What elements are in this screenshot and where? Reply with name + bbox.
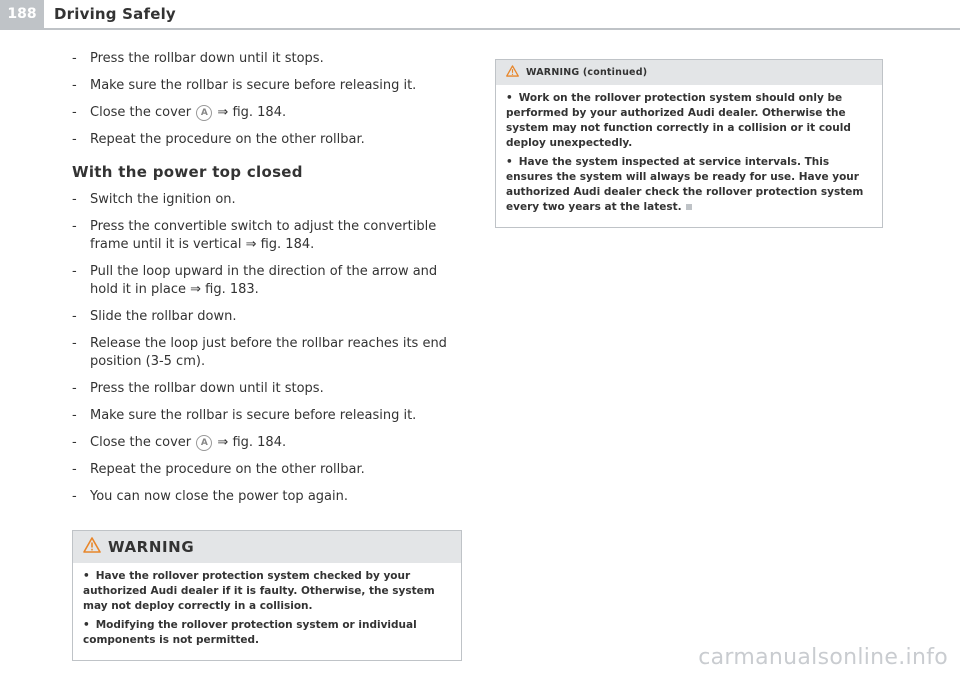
step-item: [72, 335, 467, 371]
bullet-icon: •: [506, 156, 513, 168]
step-item: [72, 263, 467, 299]
step-item: [72, 434, 467, 452]
step-list-closed: [72, 191, 467, 506]
step-text: Press the rollbar down until it stops.: [90, 51, 324, 66]
step-item: [72, 380, 467, 398]
step-item: [72, 131, 467, 149]
step-dash: -: [72, 462, 77, 477]
callout-a-icon: A: [196, 105, 212, 121]
warning-body: [73, 563, 461, 660]
step-text: Slide the rollbar down.: [90, 309, 237, 324]
step-text-figure-ref: ⇒ fig. 184.: [213, 105, 287, 120]
warning-continued-header: [496, 60, 882, 85]
warning-header: [73, 531, 461, 563]
right-column: [495, 59, 883, 228]
step-item: [72, 407, 467, 425]
warning-item: [506, 91, 872, 151]
step-dash: -: [72, 309, 77, 324]
step-item: [72, 191, 467, 209]
warning-item-text: Have the system inspected at service intervals. This ensures the system will always be ready for use. Have your authorized Audi dealer check the rollover protection system every two years at the latest.: [506, 156, 864, 213]
page-number-badge: 188: [0, 0, 44, 28]
step-item: [72, 488, 467, 506]
step-dash: -: [72, 435, 77, 450]
warning-item: [83, 569, 451, 614]
page-header: [0, 0, 960, 32]
warning-triangle-icon: [83, 537, 101, 557]
warning-continued-body: [496, 85, 882, 227]
step-text: Pull the loop upward in the direction of the arrow and hold it in place ⇒ fig. 183.: [90, 264, 438, 297]
bullet-icon: •: [83, 619, 90, 631]
warning-triangle-icon: [506, 65, 519, 80]
warning-item-text: Modifying the rollover protection system or individual components is not permitted.: [83, 619, 417, 646]
header-divider: [0, 28, 960, 30]
warning-item: [506, 155, 872, 215]
step-text: You can now close the power top again.: [90, 489, 348, 504]
step-item: [72, 461, 467, 479]
subheading-power-top-closed: With the power top closed: [72, 163, 303, 181]
warning-item-text: Have the rollover protection system checked by your authorized Audi dealer if it is faulty. Otherwise, the system may not deploy correctly in a collision.: [83, 570, 435, 612]
step-dash: -: [72, 51, 77, 66]
step-item: [72, 104, 467, 122]
step-list-open: [72, 50, 467, 149]
end-of-section-mark-icon: [686, 204, 692, 210]
warning-title: WARNING: [108, 538, 195, 556]
step-text: Repeat the procedure on the other rollbar.: [90, 462, 365, 477]
watermark: carmanualsonline.info: [698, 645, 948, 670]
step-dash: -: [72, 105, 77, 120]
step-text: Make sure the rollbar is secure before releasing it.: [90, 408, 417, 423]
warning-box: [72, 530, 462, 661]
step-dash: -: [72, 219, 77, 234]
step-text: Release the loop just before the rollbar reaches its end position (3-5 cm).: [90, 336, 447, 369]
step-dash: -: [72, 264, 77, 279]
step-text: Press the rollbar down until it stops.: [90, 381, 324, 396]
step-text: Make sure the rollbar is secure before releasing it.: [90, 78, 417, 93]
step-text: Repeat the procedure on the other rollbar.: [90, 132, 365, 147]
step-dash: -: [72, 489, 77, 504]
step-item: [72, 50, 467, 68]
bullet-icon: •: [83, 570, 90, 582]
step-text: Close the cover: [90, 105, 196, 120]
warning-item: [83, 618, 451, 648]
warning-continued-box: [495, 59, 883, 228]
step-text: Close the cover: [90, 435, 196, 450]
step-dash: -: [72, 381, 77, 396]
bullet-icon: •: [506, 92, 513, 104]
left-column: [72, 50, 467, 661]
step-item: [72, 77, 467, 95]
step-dash: -: [72, 336, 77, 351]
step-item: [72, 308, 467, 326]
step-text-figure-ref: ⇒ fig. 184.: [213, 435, 287, 450]
step-dash: -: [72, 408, 77, 423]
warning-continued-title: WARNING (continued): [526, 67, 648, 78]
step-item: [72, 218, 467, 254]
section-title: Driving Safely: [54, 5, 176, 23]
step-dash: -: [72, 78, 77, 93]
warning-item-text: Work on the rollover protection system should only be performed by your authorized Audi dealer. Otherwise the system may not function correctly in a collision or it could deploy unexpectedly.: [506, 92, 851, 149]
callout-a-icon: A: [196, 435, 212, 451]
step-text: Switch the ignition on.: [90, 192, 236, 207]
step-dash: -: [72, 132, 77, 147]
step-text: Press the convertible switch to adjust the convertible frame until it is vertical ⇒ fig. 184.: [90, 219, 437, 252]
step-dash: -: [72, 192, 77, 207]
